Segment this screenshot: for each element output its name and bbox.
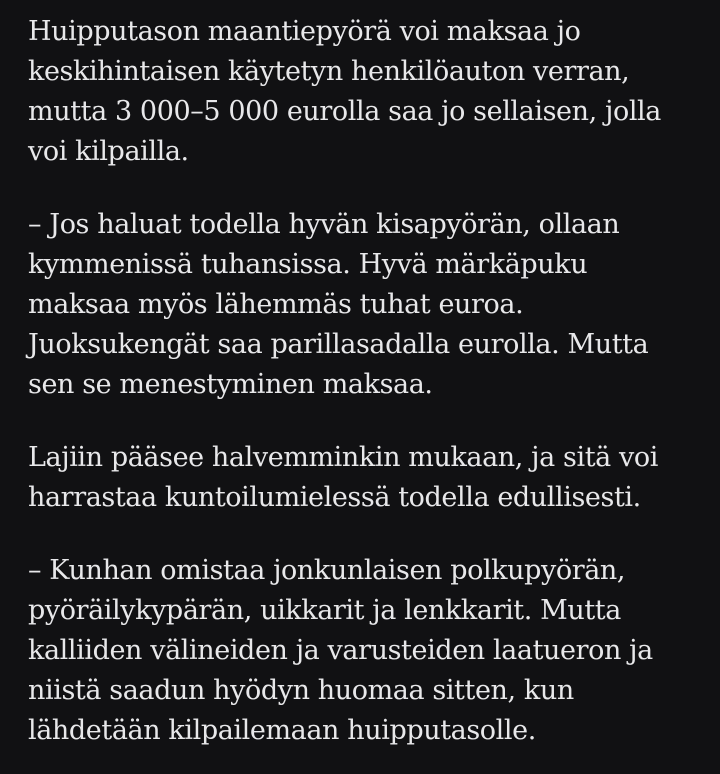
text-line: maksaa myös lähemmäs tuhat euroa. xyxy=(28,289,524,320)
text-line: harrastaa kuntoilumielessä todella edullisesti. xyxy=(28,482,641,513)
article-paragraph-4 xyxy=(28,551,694,751)
text-line: – Kunhan omistaa jonkunlaisen polkupyörän, xyxy=(28,555,626,586)
article-paragraph-3 xyxy=(28,438,694,518)
text-line: Huipputason maantiepyörä voi maksaa jo xyxy=(28,16,581,47)
article-paragraph-1 xyxy=(28,12,694,172)
text-line: – Jos haluat todella hyvän kisapyörän, ollaan xyxy=(28,209,620,240)
text-line: kymmenissä tuhansissa. Hyvä märkäpuku xyxy=(28,249,588,280)
text-line: Juoksukengät saa parillasadalla eurolla. Mutta xyxy=(28,329,649,360)
text-line: lähdetään kilpailemaan huipputasolle. xyxy=(28,715,536,746)
text-line: sen se menestyminen maksaa. xyxy=(28,369,433,400)
text-line: keskihintaisen käytetyn henkilöauton verran, xyxy=(28,56,630,87)
text-line: kalliiden välineiden ja varusteiden laatueron ja xyxy=(28,635,653,666)
text-line: pyöräilykypärän, uikkarit ja lenkkarit. Mutta xyxy=(28,595,621,626)
text-line: niistä saadun hyödyn huomaa sitten, kun xyxy=(28,675,574,706)
text-line: Lajiin pääsee halvemminkin mukaan, ja sitä voi xyxy=(28,442,658,473)
article-paragraph-2 xyxy=(28,205,694,405)
text-line: voi kilpailla. xyxy=(28,136,189,167)
text-line: mutta 3 000–5 000 eurolla saa jo sellaisen, jolla xyxy=(28,96,661,127)
